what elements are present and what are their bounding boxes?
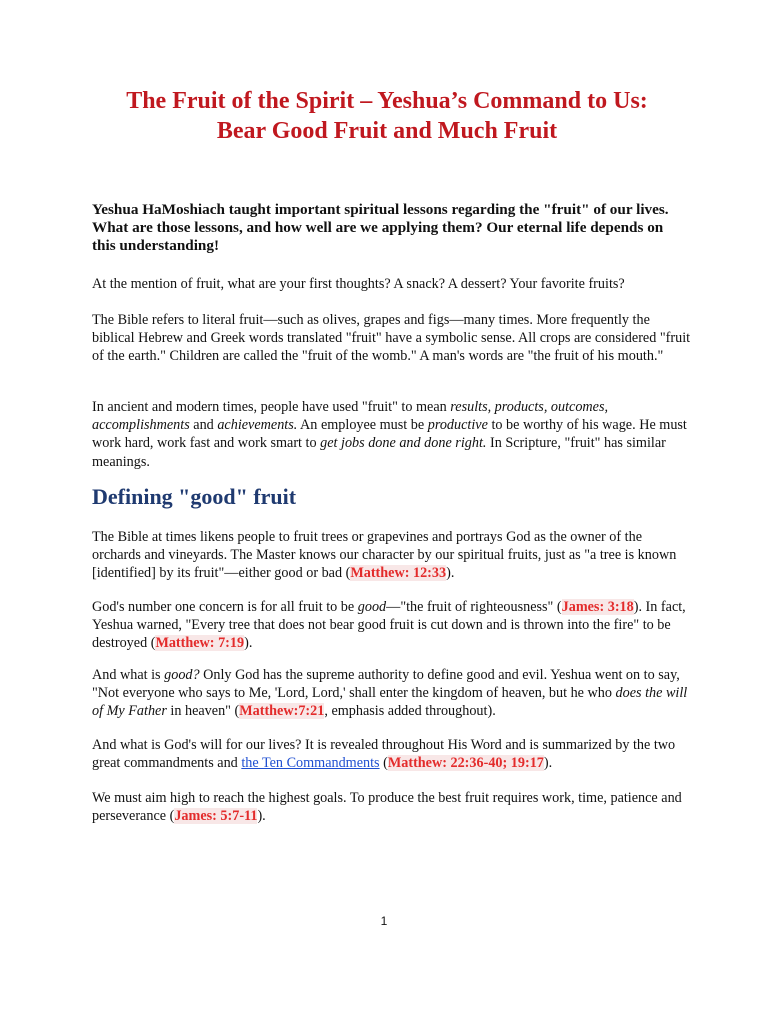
text: —"the fruit of righteousness" (: [386, 599, 562, 615]
emphasis: achievements.: [217, 417, 298, 434]
title-line-2: Bear Good Fruit and Much Fruit: [216, 118, 558, 144]
title-line-1: The Fruit of the Spirit – Yeshua’s Command to Us:: [126, 88, 648, 114]
text: in heaven" (: [166, 703, 240, 720]
text: And what is God's will for our lives? It is revealed throughout His Word and is summarized by the two great commandments and: [92, 737, 676, 772]
scripture-reference[interactable]: Matthew:7:21: [239, 703, 325, 720]
text: ). In fact, Yeshua warned, "Every tree that does not bear good fruit is cut down and is thrown into the fire" to be destroyed (: [92, 599, 686, 652]
paragraph-what-is-good: [92, 666, 692, 721]
section-heading: Defining "good" fruit: [92, 484, 297, 509]
emphasis: get jobs done and done right.: [320, 435, 487, 452]
paragraph-good-fruit: [92, 598, 692, 653]
document-title: [92, 86, 682, 146]
text: The Bible at times likens people to fruit trees or grapevines and portrays God as the owner of the orchards and vineyards. The Master knows our character by our spiritual fruits, just as "a tree is known [identified] by its fruit"—either good or bad (: [92, 529, 677, 582]
paragraph-literal-fruit: The Bible refers to literal fruit—such as olives, grapes and figs—many times. More frequently the biblical Hebrew and Greek words translated "fruit" have a symbolic sense. All crops are considered "fruit of the earth." Children are called the "fruit of the womb." A man's words are "the fruit of his mouth.": [92, 312, 691, 365]
text: We must aim high to reach the highest goals. To produce the best fruit requires work, time, patience and perseverance (: [92, 790, 682, 825]
text: and: [189, 417, 218, 434]
text: , emphasis added throughout).: [324, 703, 496, 720]
text: to be worthy of his wage. He must work hard, work fast and work smart to: [92, 417, 687, 452]
text: In Scripture, "fruit" has similar meanings.: [92, 435, 666, 470]
intro-paragraph: Yeshua HaMoshiach taught important spiritual lessons regarding the "fruit" of our lives. What are those lessons, and how well are we applying them? Our eternal life depends on this understanding!: [92, 201, 669, 254]
scripture-reference[interactable]: Matthew: 22:36-40; 19:17: [387, 755, 544, 772]
scripture-reference[interactable]: Matthew: 7:19: [155, 635, 245, 652]
text: God's number one concern is for all fruit to be: [92, 599, 358, 615]
emphasis: results, products, outcomes, accomplishments: [92, 399, 609, 434]
page-number: 1: [380, 914, 388, 928]
text: In ancient and modern times, people have used "fruit" to mean: [92, 399, 451, 415]
emphasis: good?: [164, 667, 200, 683]
scripture-reference[interactable]: Matthew: 12:33: [350, 565, 447, 582]
text: ).: [543, 755, 553, 772]
scripture-reference[interactable]: James: 3:18: [561, 599, 634, 615]
paragraph-fruit-meaning: [92, 398, 692, 471]
paragraph-gods-will: [92, 736, 692, 772]
text: ).: [257, 808, 266, 825]
emphasis: does the will of My Father: [92, 685, 688, 720]
text: And what is: [92, 667, 165, 683]
text: An employee must be: [297, 417, 428, 434]
text: ).: [244, 635, 253, 652]
emphasis: good: [357, 599, 387, 615]
ten-commandments-link[interactable]: the Ten Commandments: [241, 755, 380, 772]
paragraph-aim-high: [92, 789, 692, 825]
paragraph-fruit-trees: [92, 528, 692, 583]
emphasis: productive: [427, 417, 488, 434]
text: ).: [446, 565, 455, 582]
paragraph-first-thoughts: At the mention of fruit, what are your first thoughts? A snack? A dessert? Your favorite fruits?: [92, 276, 625, 292]
text: Only God has the supreme authority to define good and evil. Yeshua went on to say, "Not everyone who says to Me, 'Lord, Lord,' shall enter the kingdom of heaven, but he who: [92, 667, 680, 702]
scripture-reference[interactable]: James: 5:7-11: [174, 808, 258, 825]
text: (: [379, 755, 388, 772]
